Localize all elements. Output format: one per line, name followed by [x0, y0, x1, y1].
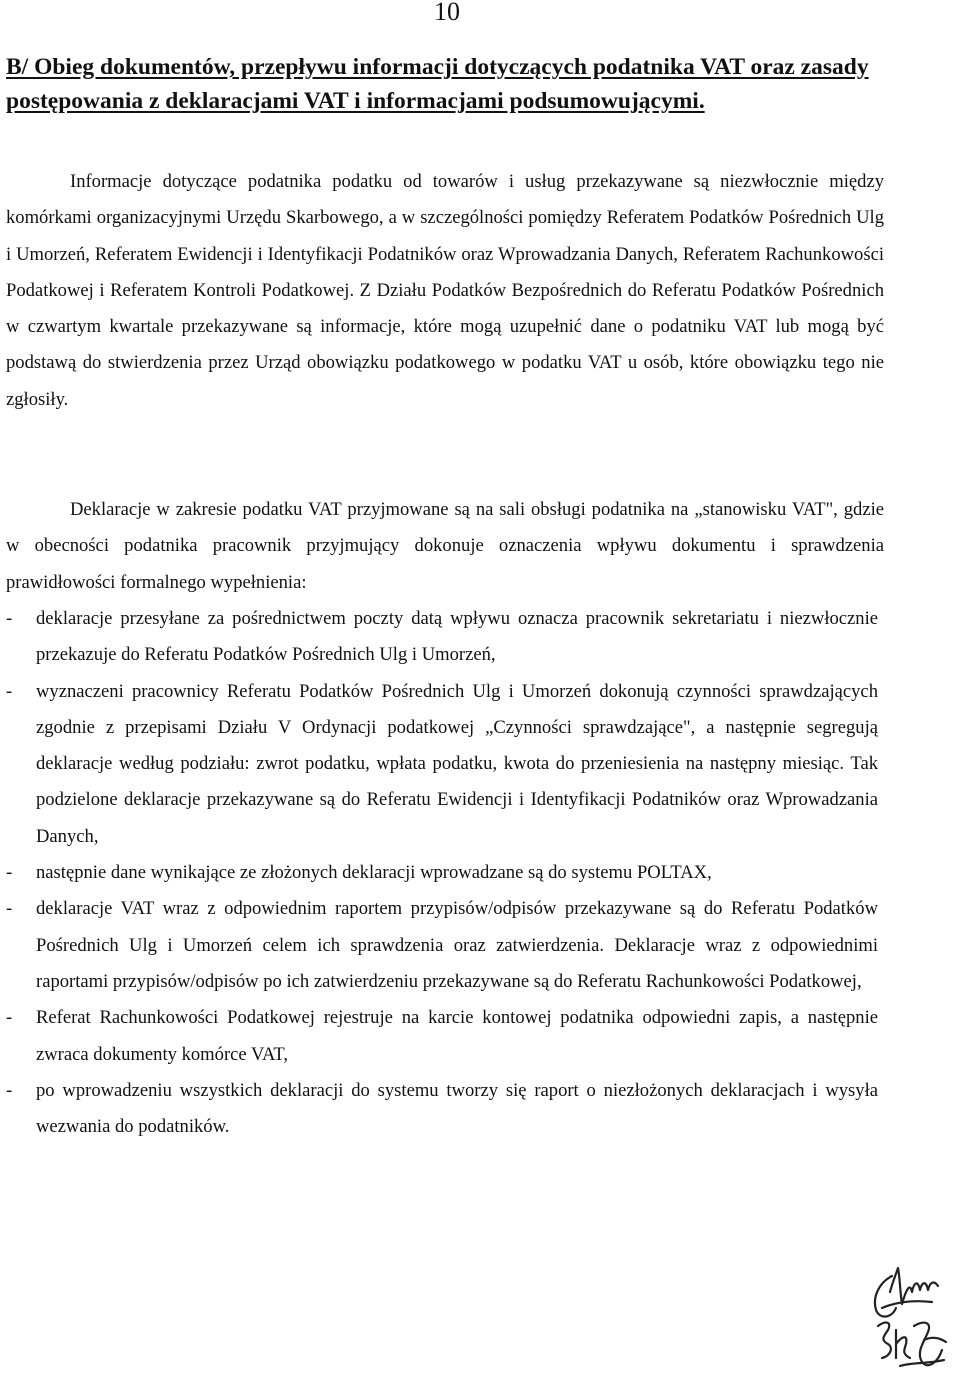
page-number: 10 [434, 0, 460, 26]
list-item [6, 1000, 878, 1073]
procedure-list [6, 601, 878, 1145]
paragraph-information-flow: Informacje dotyczące podatnika podatku od towarów i usług przekazywane są niezwłocznie między komórkami organizacyjnymi Urzędu Skarbowego, a w szczególności pomiędzy Referatem Podatków Pośrednich Ulg i Umorzeń, Referatem Ewidencji i Identyfikacji Podatników oraz Wprowadzania Danych, Referatem Rachunkowości Podatkowej i Referatem Kontroli Podatkowej. Z Działu Podatków Bezpośrednich do Referatu Podatków Pośrednich w czwartym kwartale przekazywane są informacje, które mogą uzupełnić dane o podatniku VAT lub mogą być podstawą do stwierdzenia przez Urząd obowiązku podatkowego w podatku VAT u osób, które obowiązku tego nie zgłosiły. [6, 171, 884, 410]
list-dash: - [6, 862, 13, 884]
list-item-text: wyznaczeni pracownicy Referatu Podatków Pośrednich Ulg i Umorzeń dokonują czynności sprawdzających zgodnie z przepisami Działu V Ordynacji podatkowej „Czynności sprawdzające", a następnie segregują deklaracje według podziału: zwrot podatku, wpłata podatku, kwota do przeniesienia na następny miesiąc. Tak podzielone deklaracje przekazywane są do Referatu Ewidencji i Identyfikacji Podatników oraz Wprowadzania Danych, [36, 680, 878, 847]
list-item-text: Referat Rachunkowości Podatkowej rejestruje na karcie kontowej podatnika odpowiedni zapis, a następnie zwraca dokumenty komórce VAT, [36, 1007, 878, 1065]
list-item-text: po wprowadzeniu wszystkich deklaracji do systemu tworzy się raport o niezłożonych deklaracjach i wysyła wezwania do podatników. [36, 1079, 878, 1138]
list-item [6, 855, 878, 891]
list-item [6, 601, 878, 674]
list-item [6, 891, 878, 1000]
list-item-text: deklaracje przesyłane za pośrednictwem poczty datą wpływu oznacza pracownik sekretariatu i niezwłocznie przekazuje do Referatu Podatków Pośrednich Ulg i Umorzeń, [36, 608, 878, 666]
handwritten-signature-icon [862, 1262, 954, 1386]
signature-drawing [862, 1262, 954, 1386]
list-dash: - [6, 898, 13, 920]
list-dash: - [6, 608, 13, 629]
list-dash: - [6, 1007, 13, 1029]
section-heading: B/ Obieg dokumentów, przepływu informacji dotyczących podatnika VAT oraz zasady postępowania z deklaracjami VAT i informacjami podsumowującymi. [6, 54, 869, 114]
list-item-text: deklaracje VAT wraz z odpowiednim raportem przypisów/odpisów przekazywane są do Referatu Podatków Pośrednich Ulg i Umorzeń celem ich sprawdzenia oraz zatwierdzenia. Deklaracje wraz z odpowiednimi raportami przypisów/odpisów po ich zatwierdzeniu przekazywane są do Referatu Rachunkowości Podatkowej, [36, 898, 878, 992]
list-item [6, 1073, 878, 1146]
list-item [6, 674, 878, 855]
paragraph-declarations-intake: Deklaracje w zakresie podatku VAT przyjmowane są na sali obsługi podatnika na „stanowisku VAT", gdzie w obecności podatnika pracownik przyjmujący dokonuje oznaczenia wpływu dokumentu i sprawdzenia prawidłowości formalnego wypełnienia: [6, 499, 884, 593]
list-dash: - [6, 680, 13, 702]
list-item-text: następnie dane wynikające ze złożonych deklaracji wprowadzane są do systemu POLTAX, [36, 862, 712, 884]
list-dash: - [6, 1079, 13, 1101]
